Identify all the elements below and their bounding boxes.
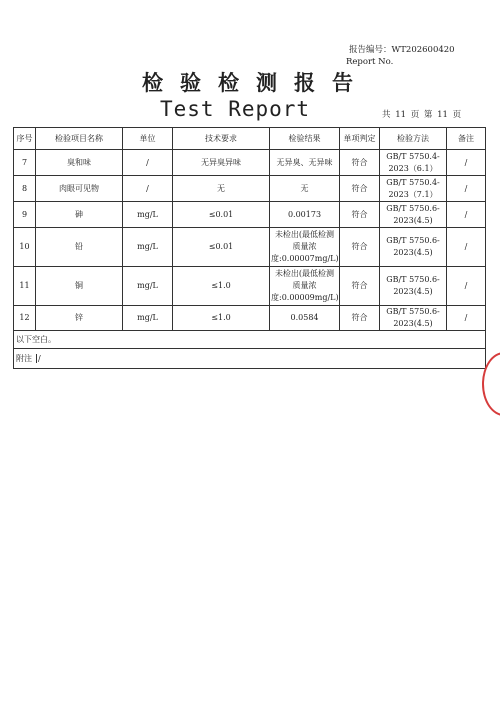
- cell-result: 未检出(最低检测质量浓度:0.00009mg/L): [270, 267, 340, 306]
- cell-remark: /: [447, 267, 486, 306]
- title-english: Test Report: [160, 97, 311, 121]
- cell-method: GB/T 5750.4-2023（7.1）: [380, 176, 447, 202]
- cell-item: 锌: [36, 306, 123, 331]
- cell-remark: /: [447, 228, 486, 267]
- table-row: [14, 176, 486, 202]
- title-chinese: 检验检测报告: [142, 70, 370, 95]
- page-indicator: 共 11 页 第 11 页: [382, 110, 462, 120]
- cell-requirement: 无: [173, 176, 270, 202]
- report-no-label: 报告编号：: [349, 45, 392, 55]
- remark-label: 附注: [16, 353, 32, 363]
- report-no-value: WT202600420: [391, 45, 455, 55]
- cell-result: 0.0584: [270, 306, 340, 331]
- cell-unit: mg/L: [123, 306, 173, 331]
- cell-item: 铅: [36, 228, 123, 267]
- col-header-unit: 单位: [123, 128, 173, 150]
- cell-remark: /: [447, 176, 486, 202]
- col-header-remark: 备注: [447, 128, 486, 150]
- cell-no: 10: [14, 228, 36, 267]
- cell-requirement: ≤0.01: [173, 228, 270, 267]
- remark-cell: [14, 349, 486, 369]
- cell-judgement: 符合: [340, 176, 380, 202]
- cell-item: 臭和味: [36, 150, 123, 176]
- cell-requirement: ≤0.01: [173, 202, 270, 228]
- cell-no: 9: [14, 202, 36, 228]
- cell-unit: /: [123, 150, 173, 176]
- cell-requirement: 无异臭异味: [173, 150, 270, 176]
- cell-judgement: 符合: [340, 228, 380, 267]
- col-header-requirement: 技术要求: [173, 128, 270, 150]
- cell-method: GB/T 5750.6-2023(4.5): [380, 267, 447, 306]
- cell-remark: /: [447, 306, 486, 331]
- cell-remark: /: [447, 202, 486, 228]
- table-row: [14, 306, 486, 331]
- col-header-method: 检验方法: [380, 128, 447, 150]
- cell-no: 11: [14, 267, 36, 306]
- cell-judgement: 符合: [340, 267, 380, 306]
- cell-unit: mg/L: [123, 202, 173, 228]
- blank-note-row: [14, 331, 486, 349]
- cell-item: 铜: [36, 267, 123, 306]
- cell-judgement: 符合: [340, 150, 380, 176]
- cell-remark: /: [447, 150, 486, 176]
- col-header-item: 检验项目名称: [36, 128, 123, 150]
- cell-unit: /: [123, 176, 173, 202]
- report-no-en-label: Report No.: [346, 57, 394, 67]
- cell-item: 肉眼可见物: [36, 176, 123, 202]
- cell-method: GB/T 5750.6-2023(4.5): [380, 202, 447, 228]
- cell-requirement: ≤1.0: [173, 306, 270, 331]
- table-header-row: [14, 128, 486, 150]
- cell-unit: mg/L: [123, 267, 173, 306]
- col-header-judgement: 单项判定: [340, 128, 380, 150]
- cell-requirement: ≤1.0: [173, 267, 270, 306]
- cell-method: GB/T 5750.6-2023(4.5): [380, 228, 447, 267]
- cell-no: 12: [14, 306, 36, 331]
- report-number: [346, 44, 455, 68]
- test-results-table: [13, 127, 486, 369]
- table-row: [14, 228, 486, 267]
- cell-result: 无异臭、无异味: [270, 150, 340, 176]
- remark-value: /: [38, 353, 41, 363]
- col-header-result: 检验结果: [270, 128, 340, 150]
- cell-method: GB/T 5750.6-2023(4.5): [380, 306, 447, 331]
- table-row: [14, 202, 486, 228]
- cell-result: 0.00173: [270, 202, 340, 228]
- cell-item: 砷: [36, 202, 123, 228]
- col-header-no: 序号: [14, 128, 36, 150]
- cell-unit: mg/L: [123, 228, 173, 267]
- blank-note: 以下空白。: [14, 331, 486, 349]
- cell-method: GB/T 5750.4-2023（6.1）: [380, 150, 447, 176]
- cell-no: 8: [14, 176, 36, 202]
- remark-row: [14, 349, 486, 369]
- table-row: [14, 267, 486, 306]
- cell-judgement: 符合: [340, 306, 380, 331]
- cell-judgement: 符合: [340, 202, 380, 228]
- cell-result: 无: [270, 176, 340, 202]
- cell-result: 未检出(最低检测质量浓度:0.00007mg/L): [270, 228, 340, 267]
- table-row: [14, 150, 486, 176]
- cell-no: 7: [14, 150, 36, 176]
